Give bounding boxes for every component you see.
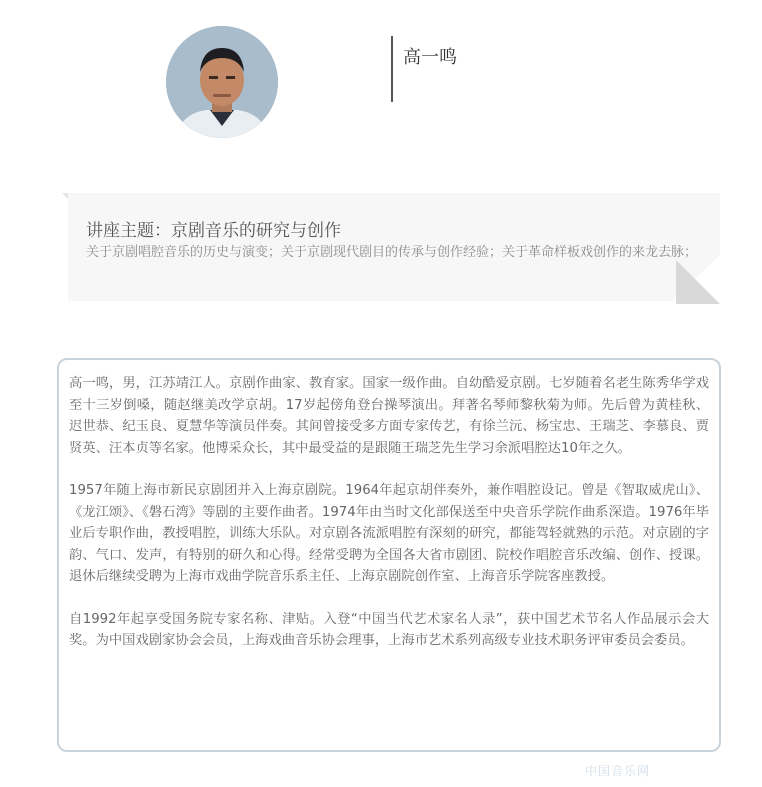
watermark: 中国音乐网 (585, 764, 651, 778)
lecture-topics: 关于京剧唱腔音乐的历史与演变；关于京剧现代剧目的传承与创作经验；关于革命样板戏创作的来龙去脉； (86, 245, 698, 260)
lecture-title: 讲座主题：京剧音乐的研究与创作 (86, 221, 341, 241)
card-fold-bottom (676, 260, 720, 304)
person-name: 高一鸣 (403, 47, 457, 68)
name-divider (391, 36, 393, 102)
bio-paragraph: 自1992年起享受国务院专家名称、津贴。入登“中国当代艺术家名人录”，获中国艺术节名人作品展示会大奖。为中国戏剧家协会会员，上海戏曲音乐协会理事，上海市艺术系列高级专业技术职务评审委员会委员。 (69, 611, 709, 648)
bio-paragraph: 1957年随上海市新民京剧团并入上海京剧院。1964年起京胡伴奏外，兼作唱腔设记。曾是《智取威虎山》、《龙江颂》、《磐石湾》等剧的主要作曲者。1974年由当时文化部保送至中央音乐学院作曲系深造。1976年毕业后专职作曲，教授唱腔，训练大乐队。对京剧各流派唱腔有深刻的研究，都能驾轻就熟的示范。对京剧的字韵、气口、发声，有特别的研久和心得。经常受聘为全国各大省市剧团、院校作唱腔音乐改编、创作、授课。退休后继续受聘为上海市戏曲学院音乐系主任、上海京剧院创作室、上海音乐学院客座教授。 (69, 483, 709, 584)
bio-paragraph: 高一鸣，男，江苏靖江人。京剧作曲家、教育家。国家一级作曲。自幼酷爱京剧。七岁随着名老生陈秀华学戏至十三岁倒嗓，随赵继美改学京胡。17岁起傍角登台操琴演出。拜著名琴师黎秋菊为师。先后曾为黄桂秋、迟世恭、纪玉良、夏慧华等演员伴奏。其间曾接受多方面专家传艺，有徐兰沅、杨宝忠、王瑞芝、李慕良、贾贤英、汪本贞等名家。他博采众长，其中最受益的是跟随王瑞芝先生学习余派唱腔达10年之久。 (69, 376, 709, 456)
biography-box (57, 358, 721, 752)
portrait-image (166, 26, 278, 138)
avatar (166, 26, 278, 138)
